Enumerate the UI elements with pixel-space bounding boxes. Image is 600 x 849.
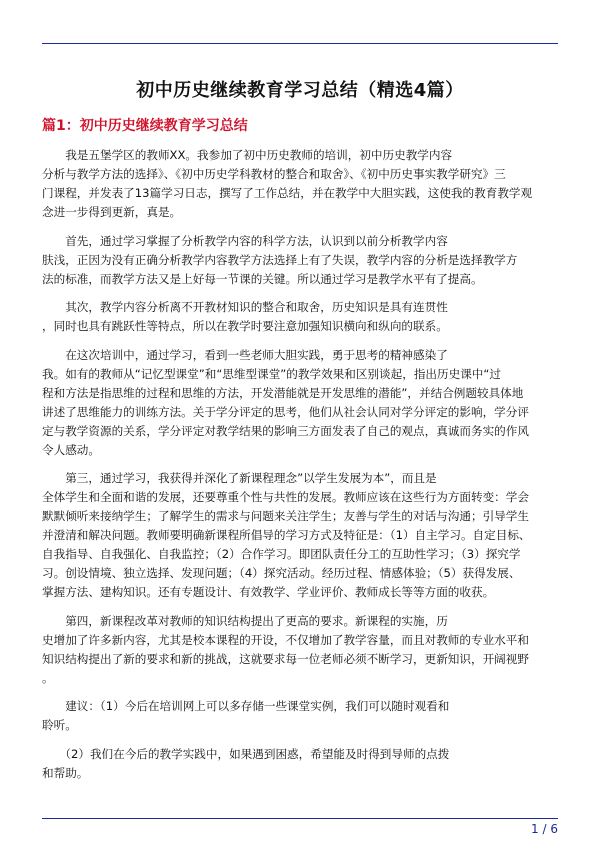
paragraph-5: 第三，通过学习，我获得并深化了新课程理念”以学生发展为本”，而且是 全体学生和全面和谐的发展，还要尊重个性与共性的发展。教师应该在这些行为方面转变：学会 默默倾听来接纳学生；了解学生的需求与问题来关注学生；友善与学生的对话与沟通；引导学生 并澄清和解决问题。教师要明确新课程所倡导的学习方式及特征是：（1）自主学习。自定目标、 自我指导、自我强化、自我监控；（2）合作学习。即团队责任分工的互助性学习；（3）探究学 习。创设情境、独立选择、发现问题；（4）探究活动。经历过程、情感体验；（5）获得发展、 掌握方法、建构知识。还有专题设计、有效教学、学业评价、教师成长等等方面的收获。 <box>42 471 531 599</box>
paragraph-2: 首先，通过学习掌握了分析教学内容的科学方法，认识到以前分析教学内容 肤浅，正因为没有正确分析教学内容教学方法选择上有了失误，教学内容的分析是选择教学方 法的标准，而教学方法又是上好每一节课的关键。所以通过学习是教学水平有了提高。 <box>42 233 518 286</box>
header-rule <box>42 43 558 44</box>
footer-rule <box>42 818 558 819</box>
document-title: 初中历史继续教育学习总结（精选4篇） <box>136 80 464 101</box>
paragraph-6: 第四，新课程改革对教师的知识结构提出了更高的要求。新课程的实施，历 史增加了许多新内容，尤其是校本课程的开设，不仅增加了教学容量，而且对教师的专业水平和 知识结构提出了新的要求和新的挑战，这就要求每一位老师必须不断学习，更新知识，开阔视野 。 <box>42 613 529 685</box>
section-heading: 篇1：初中历史继续教育学习总结 <box>42 118 248 134</box>
paragraph-4: 在这次培训中，通过学习，看到一些老师大胆实践，勇于思考的精神感染了 我。如有的教师从“记忆型课堂”和“思维型课堂”的教学效果和区别谈起，指出历史课中“过 程和方法是指思维的过程和思维的方法，开发潜能就是开发思维的潜能”，并结合例题较具体地 讲述了思维能力的训练方法。关于学分评定的思考，他们从社会认同对学分评定的影响，学分评 定与教学资源的关系，学分评定对教学结果的影响三方面发表了自己的观点，真诚而务实的作风 令人感动。 <box>42 347 529 457</box>
paragraph-3: 其次，教学内容分析离不开教材知识的整合和取舍，历史知识是具有连贯性 ，同时也具有跳跃性等特点，所以在教学时要注意加强知识横向和纵向的联系。 <box>42 300 448 333</box>
paragraph-7: 建议：（1）今后在培训网上可以多存储一些课堂实例，我们可以随时观看和 聆听。 <box>42 699 450 732</box>
page-number: 1 / 6 <box>531 822 558 836</box>
paragraph-1: 我是五堡学区的教师XX。我参加了初中历史教师的培训，初中历史教学内容 分析与教学方法的选择》、《初中历史学科教材的整合和取舍》、《初中历史事实教学研究》三 门课程，并发表了13篇学习日志，撰写了工作总结，并在教学中大胆实践，这使我的教育教学观 念进一步得到更新，真是。 <box>42 148 533 219</box>
paragraph-8: （2）我们在今后的教学实践中，如果遇到困惑，希望能及时得到导师的点拨 和帮助。 <box>42 746 450 780</box>
document-body <box>42 146 558 792</box>
